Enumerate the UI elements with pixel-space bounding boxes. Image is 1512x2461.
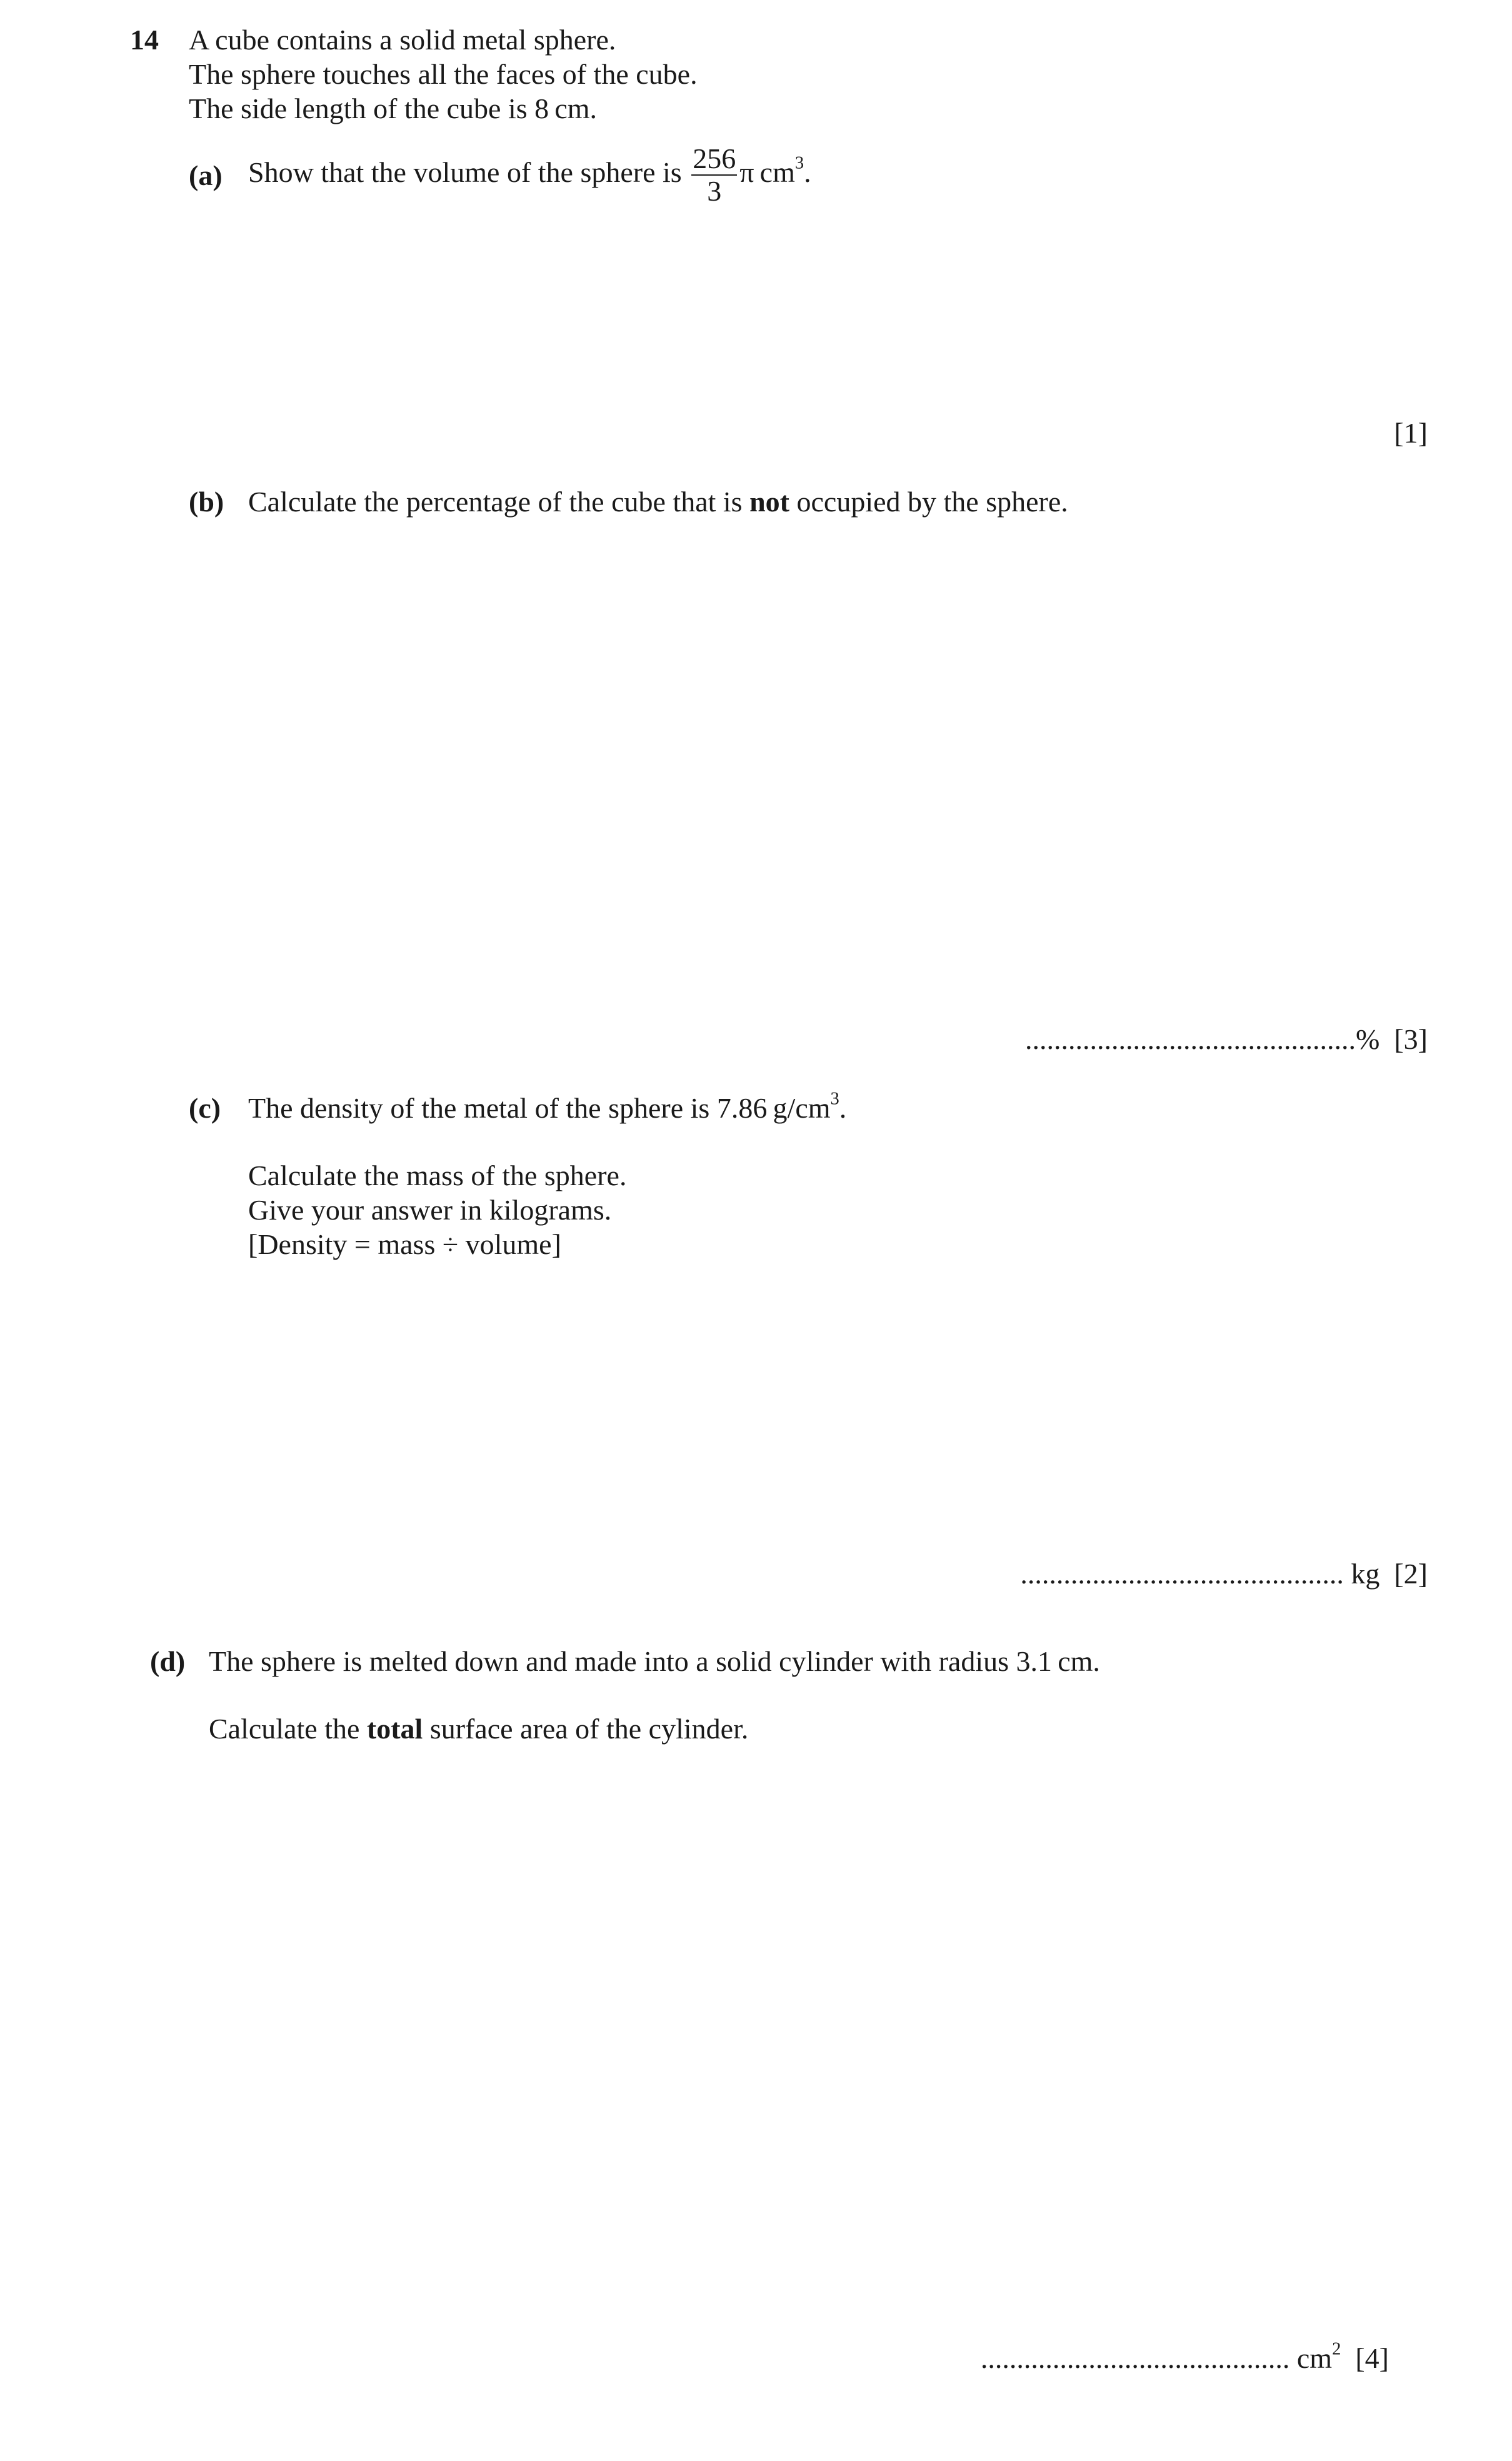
part-d-answer-line xyxy=(981,2341,1389,2375)
fraction-numerator: 256 xyxy=(693,143,736,175)
answer-dots: .............................................. xyxy=(1025,1023,1356,1055)
part-c-marks: [2] xyxy=(1394,1558,1428,1590)
part-c-question xyxy=(248,1091,846,1125)
part-a-label: (a) xyxy=(189,159,223,191)
part-a-unit-power: 3 xyxy=(794,153,804,173)
part-c-text: The density of the metal of the sphere is 7.86 g/cm xyxy=(248,1092,831,1124)
answer-dots: ........................................... xyxy=(980,2342,1290,2374)
part-d-label: (d) xyxy=(150,1645,186,1677)
answer-unit: cm xyxy=(1296,2342,1333,2374)
part-b-question xyxy=(248,484,1068,519)
part-a-end: . xyxy=(804,156,811,188)
part-b-text: Calculate the percentage of the cube that is xyxy=(248,486,743,518)
part-c-end: . xyxy=(839,1092,847,1124)
part-b-marks: [3] xyxy=(1394,1023,1428,1055)
part-a-text: Show that the volume of the sphere is xyxy=(248,156,682,188)
part-d-text2: Calculate the xyxy=(209,1713,360,1745)
part-a-marks: [1] xyxy=(1394,417,1428,449)
part-d-marks: [4] xyxy=(1355,2342,1389,2374)
part-b-label: (b) xyxy=(189,486,224,518)
intro-line-2: The sphere touches all the faces of the cube. xyxy=(189,58,698,90)
answer-unit: kg xyxy=(1351,1558,1380,1590)
fraction-denominator: 3 xyxy=(707,175,722,208)
intro-line-3: The side length of the cube is 8 cm. xyxy=(189,93,598,124)
answer-unit-power: 2 xyxy=(1332,2339,1341,2359)
question-number: 14 xyxy=(130,24,159,56)
fraction xyxy=(691,144,737,206)
part-b-text-end: occupied by the sphere. xyxy=(796,486,1068,518)
part-d-bold: total xyxy=(366,1713,423,1745)
part-c-line-2: Give your answer in kilograms. xyxy=(248,1194,612,1226)
answer-dots: ............................................. xyxy=(1020,1558,1344,1590)
part-c-line-1: Calculate the mass of the sphere. xyxy=(248,1160,627,1191)
part-d-text2-end: surface area of the cylinder. xyxy=(429,1713,749,1745)
part-d-question xyxy=(209,1712,748,1746)
part-c-answer-line xyxy=(1020,1556,1428,1591)
part-c-line-3: [Density = mass ÷ volume] xyxy=(248,1228,561,1260)
intro-line-1: A cube contains a solid metal sphere. xyxy=(189,24,616,56)
part-d-text: The sphere is melted down and made into a solid cylinder with radius 3.1 cm. xyxy=(209,1645,1100,1677)
part-b-answer-line xyxy=(1025,1022,1428,1056)
part-b-bold: not xyxy=(749,486,789,518)
part-a-question xyxy=(248,143,811,206)
part-c-unit-power: 3 xyxy=(830,1089,839,1109)
part-c-label: (c) xyxy=(189,1092,221,1124)
answer-unit: % xyxy=(1356,1023,1380,1055)
part-a-unit: π cm xyxy=(739,156,795,188)
